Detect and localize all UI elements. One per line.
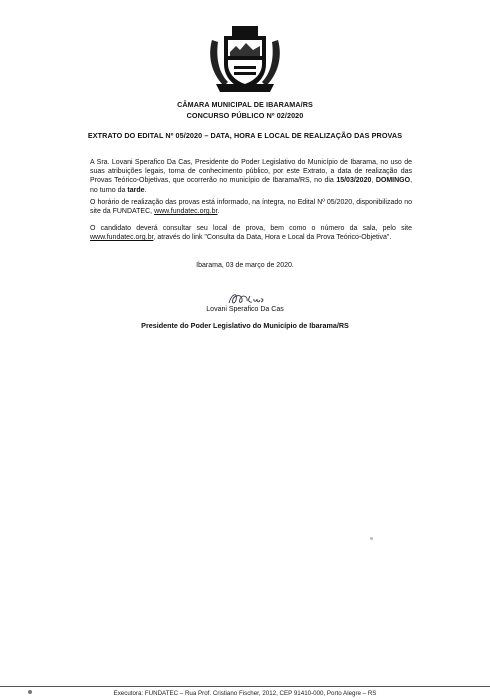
- document-title: EXTRATO DO EDITAL Nº 05/2020 – DATA, HORA E LOCAL DE REALIZAÇÃO DAS PROVAS: [87, 131, 403, 140]
- exam-weekday: DOMINGO: [375, 177, 411, 185]
- fundatec-link[interactable]: www.fundatec.org.br: [154, 208, 218, 216]
- p2-text-end: .: [217, 208, 220, 216]
- paragraph-location: [90, 224, 412, 242]
- exam-shift: tarde: [127, 186, 145, 194]
- p1-separator: ,: [371, 177, 376, 185]
- signatory-name: Lovani Sperafico Da Cas: [206, 306, 284, 313]
- p1-text-end: .: [144, 186, 147, 194]
- p1-text: A Sra. Lovani Sperafico Da Cas, Presidente do Poder Legislativo do Município de Ibarama, no uso de suas atribuições legais, torna de conhecimento público, por este Extrato, a data de realização das Provas Teórico-Objetivas, que ocorrerão no município de Ibarama/RS, no dia: [90, 159, 412, 185]
- paragraph-schedule: [90, 198, 412, 216]
- paragraph-announcement: [90, 158, 412, 195]
- exam-date: 15/03/2020: [336, 177, 372, 185]
- municipal-crest-emblem: [206, 26, 284, 94]
- place-and-date: Ibarama, 03 de março de 2020.: [196, 262, 294, 269]
- fundatec-link-2[interactable]: www.fundatec.org.br: [90, 234, 154, 242]
- p3-text: O candidato deverá consultar seu local de prova, bem como o número da sala, pelo site: [90, 225, 412, 232]
- institution-heading: CÂMARA MUNICIPAL DE IBARAMA/RS: [177, 100, 313, 109]
- p3-text-end: , através do link "Consulta da Data, Hora e Local da Prova Teórico-Objetiva".: [153, 234, 392, 242]
- footer-executor: Executora: FUNDATEC – Rua Prof. Cristiano Fischer, 2012, CEP 91410-000, Porto Alegre – RS: [113, 690, 377, 697]
- handwritten-signature: [226, 290, 266, 306]
- p1-text-mid: , no turno da: [90, 177, 413, 194]
- contest-heading: CONCURSO PÚBLICO Nº 02/2020: [186, 111, 304, 120]
- p2-text: O horário de realização das provas está informado, na íntegra, no Edital Nº 05/2020, disponibilizado no site da FUNDATEC,: [90, 199, 412, 216]
- scan-speck: [370, 537, 373, 540]
- signatory-role: Presidente do Poder Legislativo do Município de Ibarama/RS: [141, 321, 349, 330]
- footer-divider: [0, 686, 490, 687]
